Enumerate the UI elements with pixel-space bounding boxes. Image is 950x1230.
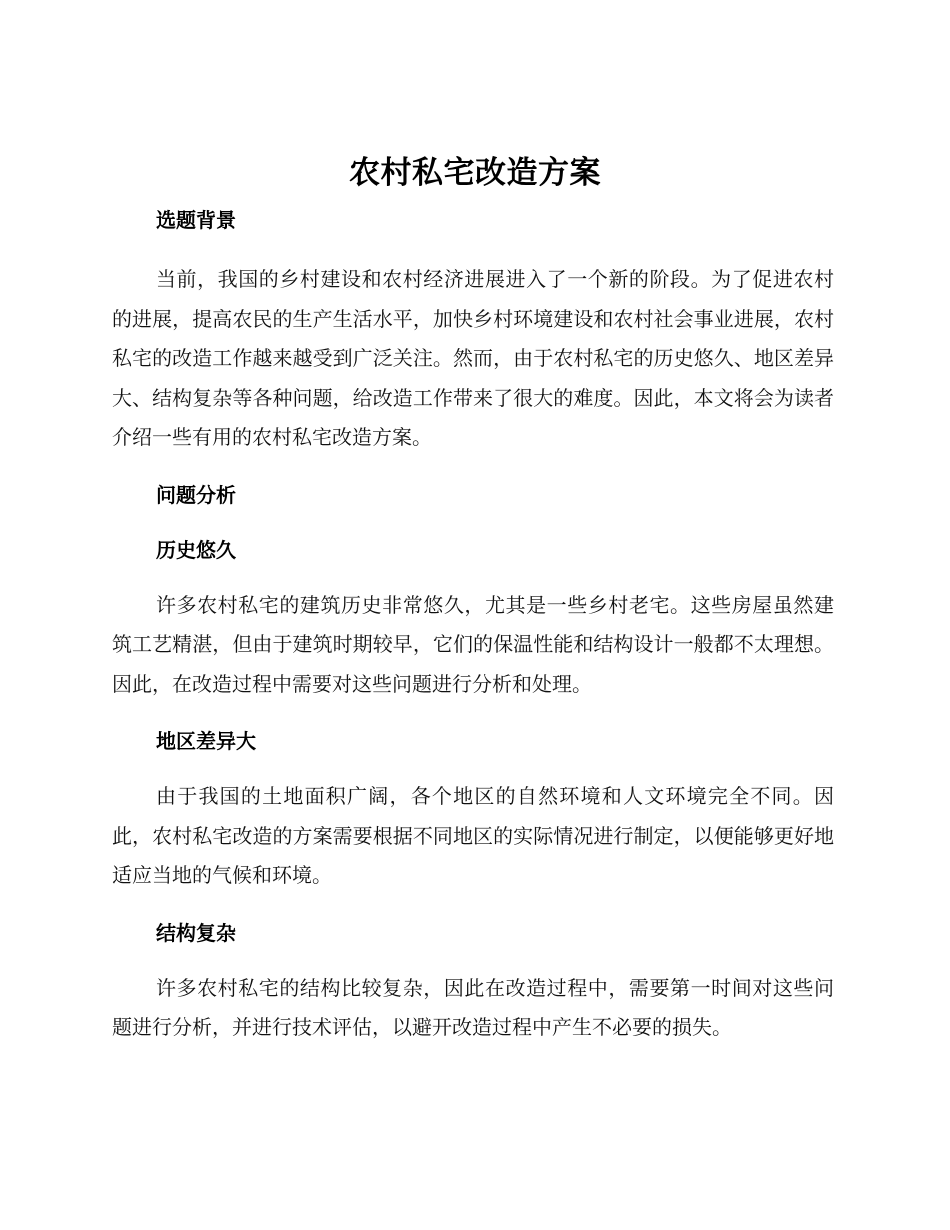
document-body <box>112 200 834 1048</box>
section-heading-background: 选题背景 <box>156 208 236 232</box>
section-paragraph-complex-structure: 许多农村私宅的结构比较复杂，因此在改造过程中，需要第一时间对这些问题进行分析，并进行技术评估，以避开改造过程中产生不必要的损失。 <box>112 975 834 1039</box>
section-paragraph-regional-differences: 由于我国的土地面积广阔，各个地区的自然环境和人文环境完全不同。因此，农村私宅改造的方案需要根据不同地区的实际情况进行制定，以便能够更好地适应当地的气候和环境。 <box>112 784 834 887</box>
section-heading-complex-structure: 结构复杂 <box>156 920 236 945</box>
section-heading-long-history: 历史悠久 <box>156 537 236 562</box>
section-paragraph-long-history: 许多农村私宅的建筑历史非常悠久，尤其是一些乡村老宅。这些房屋虽然建筑工艺精湛，但由于建筑时期较早，它们的保温性能和结构设计一般都不太理想。因此，在改造过程中需要对这些问题进行分析和处理。 <box>112 592 834 696</box>
section-heading-problem-analysis: 问题分析 <box>156 482 236 507</box>
section-paragraph-background: 当前，我国的乡村建设和农村经济进展进入了一个新的阶段。为了促进农村的进展，提高农民的生产生活水平，加快乡村环境建设和农村社会事业进展，农村私宅的改造工作越来越受到广泛关注。然而，由于农村私宅的历史悠久、地区差异大、结构复杂等各种问题，给改造工作带来了很大的难度。因此，本文将会为读者介绍一些有用的农村私宅改造方案。 <box>112 267 834 449</box>
document-title: 农村私宅改造方案 <box>349 155 601 191</box>
section-heading-regional-differences: 地区差异大 <box>156 729 256 753</box>
